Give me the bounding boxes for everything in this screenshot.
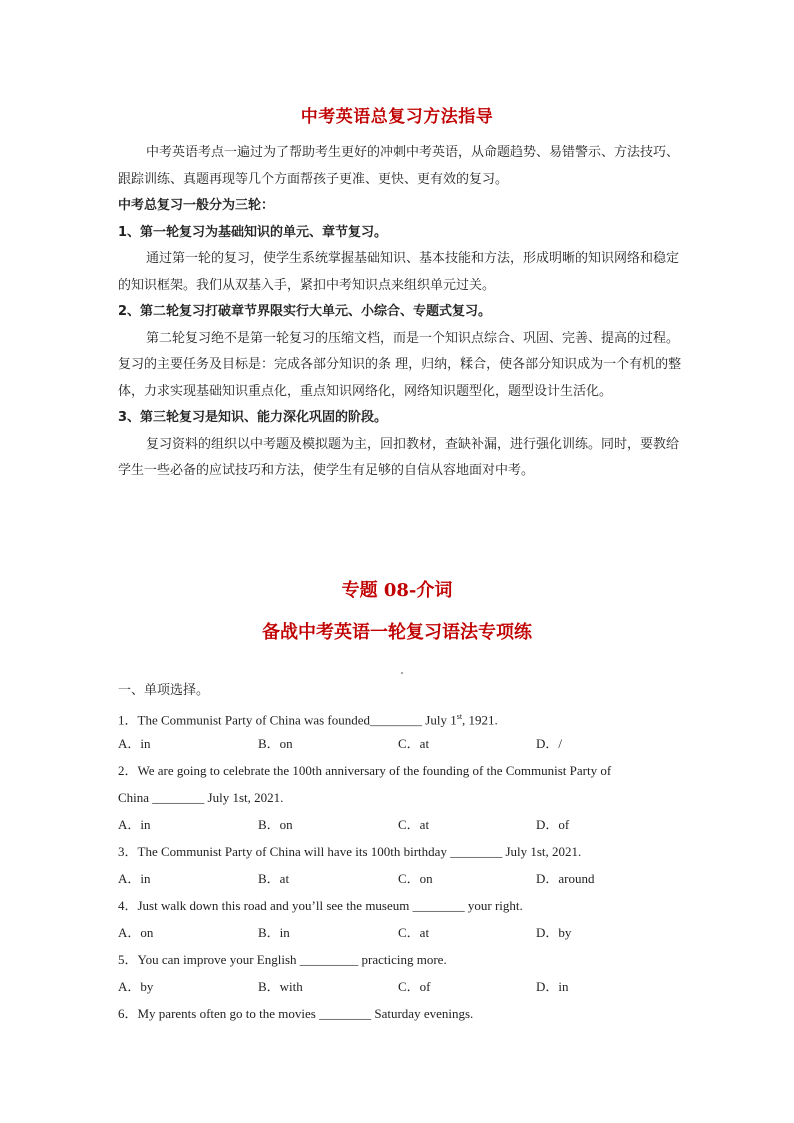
question-text: 3．The Communist Party of China will have its 100th birthday ________ July 1st, 2021. <box>118 844 582 859</box>
question-2 <box>118 757 688 838</box>
option-b: B．in <box>258 925 290 940</box>
option-a: A．by <box>118 979 154 994</box>
section-subtitle: 备战中考英语一轮复习语法专项练 <box>262 622 532 643</box>
option-b: B．at <box>258 871 290 886</box>
round3-paragraph: 复习资料的组织以中考题及模拟题为主，回扣教材，查缺补漏，进行强化训练。同时，要教给学生一些必备的应试技巧和方法，使学生有足够的自信从容地面对中考。 <box>118 436 680 478</box>
option-a: A．on <box>118 925 154 940</box>
question-6 <box>118 1000 688 1027</box>
option-d: D．/ <box>536 736 563 751</box>
question-text: 1．The Communist Party of China was founded________ July 1st, 1921. <box>118 712 498 728</box>
option-c: C．at <box>398 925 430 940</box>
question-text: 5．You can improve your English _________ practicing more. <box>118 952 447 967</box>
round3-heading: 3、第三轮复习是知识、能力深化巩固的阶段。 <box>118 410 388 425</box>
options-row <box>118 973 688 1000</box>
question-text-continued: China ________ July 1st, 2021. <box>118 790 284 805</box>
option-b: B．on <box>258 817 293 832</box>
question-text: 6．My parents often go to the movies ________ Saturday evenings. <box>118 1006 474 1021</box>
round2-heading: 2、第二轮复习打破章节界限实行大单元、小综合、专题式复习。 <box>118 304 492 319</box>
option-b: B．with <box>258 979 303 994</box>
option-a: A．in <box>118 871 151 886</box>
option-a: A．in <box>118 736 151 751</box>
option-d: D．by <box>536 925 572 940</box>
question-1 <box>118 703 688 757</box>
option-d: D．of <box>536 817 570 832</box>
option-c: C．at <box>398 817 430 832</box>
stray-dot <box>401 672 403 674</box>
option-d: D．in <box>536 979 569 994</box>
question-text: 2．We are going to celebrate the 100th anniversary of the founding of the Communist Party of <box>118 763 612 778</box>
question-5 <box>118 946 688 1000</box>
section-title: 专题 08-介词 <box>341 580 453 601</box>
option-c: C．on <box>398 871 433 886</box>
part-label: 一、单项选择。 <box>118 682 210 697</box>
round1-paragraph: 通过第一轮的复习，使学生系统掌握基础知识、基本技能和方法，形成明晰的知识网络和稳定的知识框架。我们从双基入手，紧扣中考知识点来组织单元过关。 <box>118 251 680 293</box>
question-text: 4．Just walk down this road and you’ll see the museum ________ your right. <box>118 898 523 913</box>
option-c: C．of <box>398 979 431 994</box>
options-row <box>118 811 688 838</box>
exercise-block <box>118 676 688 1027</box>
question-3 <box>118 838 688 892</box>
option-b: B．on <box>258 736 293 751</box>
options-row <box>118 865 688 892</box>
options-row <box>118 919 688 946</box>
round2-paragraph: 第二轮复习绝不是第一轮复习的压缩文档，而是一个知识点综合、巩固、完善、提高的过程。复习的主要任务及目标是：完成各部分知识的条 理，归纳，糅合，使各部分知识成为一个有机的整体，力求实现基础知识重点化，重点知识网络化，网络知识题型化，题型设计生活化。 <box>118 330 682 399</box>
option-d: D．around <box>536 871 595 886</box>
guide-title: 中考英语总复习方法指导 <box>300 107 494 127</box>
option-a: A．in <box>118 817 151 832</box>
options-row <box>118 730 688 757</box>
overview-heading: 中考总复习一般分为三轮： <box>118 198 275 213</box>
guide-body <box>118 140 688 485</box>
intro-paragraph: 中考英语考点一遍过为了帮助考生更好的冲刺中考英语，从命题趋势、易错警示、方法技巧、跟踪训练、真题再现等几个方面帮孩子更准、更快、更有效的复习。 <box>118 145 680 187</box>
question-4 <box>118 892 688 946</box>
option-c: C．at <box>398 736 430 751</box>
round1-heading: 1、第一轮复习为基础知识的单元、章节复习。 <box>118 224 388 240</box>
